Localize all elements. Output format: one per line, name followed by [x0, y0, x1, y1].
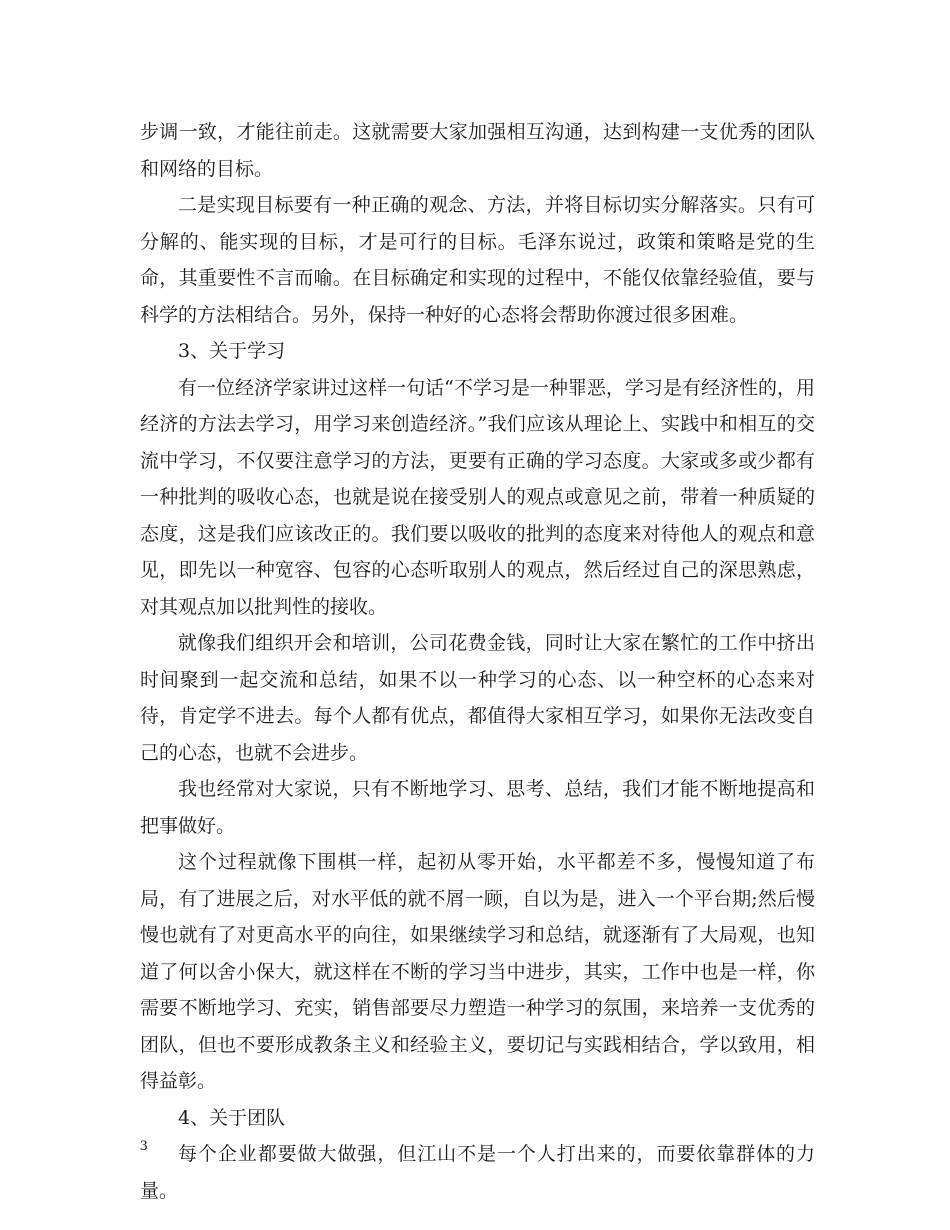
- paragraph-team-strength: 每个企业都要做大做强，但江山不是一个人打出来的，而要依靠群体的力量。: [140, 1143, 815, 1202]
- paragraph-economist-quote: 有一位经济学家讲过这样一句话“不学习是一种罪恶，学习是有经济性的，用经济的方法去学习，用学习来创造经济。”我们应该从理论上、实践中和相互的交流中学习，不仅要注意学习的方法，更要有正确的学习态度。大家或多或少都有一种批判的吸收心态，也就是说在接受别人的观点或意见之前，带着一种质疑的态度，这是我们应该改正的。我们要以吸收的批判的态度来对待他人的观点和意见，即先以一种宽容、包容的心态听取别人的观点，然后经过自己的深思熟虑，对其观点加以批判性的接收。: [140, 376, 815, 618]
- paragraph-meetings-training: 就像我们组织开会和培训，公司花费金钱，同时让大家在繁忙的工作中挤出时间聚到一起交流和总结，如果不以一种学习的心态、以一种空杯的心态来对待，肯定学不进去。每个人都有优点，都值得大家相互学习，如果你无法改变自己的心态，也就不会进步。: [140, 632, 815, 764]
- paragraph-weiqi-analogy: 这个过程就像下围棋一样，起初从零开始，水平都差不多，慢慢知道了布局，有了进展之后，对水平低的就不屑一顾，自以为是，进入一个平台期;然后慢慢也就有了对更高水平的向往，如果继续学习和总结，就逐渐有了大局观，也知道了何以舍小保大，就这样在不断的学习当中进步，其实，工作中也是一样，你需要不断地学习、充实，销售部要尽力塑造一种学习的氛围，来培养一支优秀的团队，但也不要形成教条主义和经验主义，要切记与实践相结合，学以致用，相得益彰。: [140, 851, 815, 1092]
- paragraph-goal-method: 二是实现目标要有一种正确的观念、方法，并将目标切实分解落实。只有可分解的、能实现的目标，才是可行的目标。毛泽东说过，政策和策略是党的生命，其重要性不言而喻。在目标确定和实现的过程中，不能仅依靠经验值，要与科学的方法相结合。另外，保持一种好的心态将会帮助你渡过很多困难。: [140, 194, 815, 326]
- document-body: [140, 114, 815, 1209]
- paragraph-keep-learning: 我也经常对大家说，只有不断地学习、思考、总结，我们才能不断地提高和把事做好。: [140, 778, 815, 837]
- section-heading-team: 4、关于团队: [178, 1106, 286, 1129]
- paragraph-continuation: 步调一致，才能往前走。这就需要大家加强相互沟通，达到构建一支优秀的团队和网络的目标。: [140, 121, 815, 180]
- page-number: 3: [140, 1138, 148, 1154]
- section-heading-learning: 3、关于学习: [178, 340, 286, 362]
